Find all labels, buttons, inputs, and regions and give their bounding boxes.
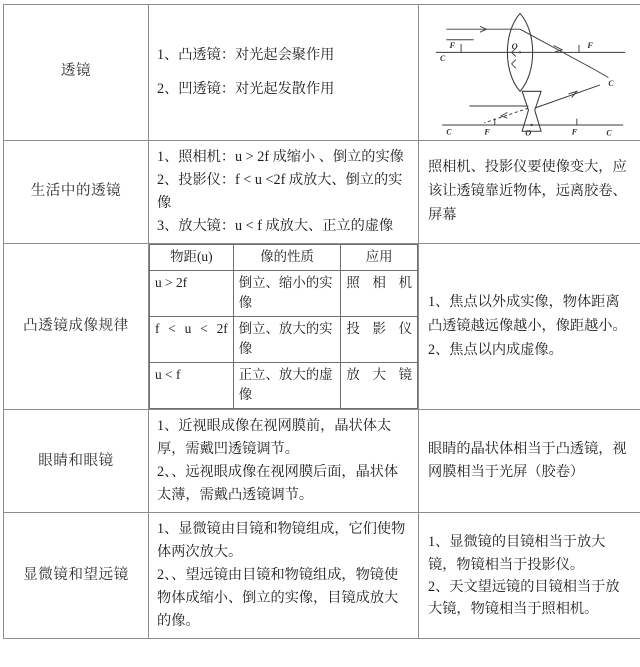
application-cell: 投影仪 [341,317,418,363]
note-line: 1、显微镜的目镜相当于放大镜，物镜相当于投影仪。 [428,534,606,573]
detail-text [149,141,418,243]
topic-cell [4,513,149,639]
image-property-cell: 倒立、缩小的实像 [233,270,341,316]
lens-ray-diagram [419,5,640,140]
nested-header-row [150,244,418,270]
table-row [4,5,640,141]
figure-label: O [511,42,518,52]
lens-ray-diagram-svg [419,5,640,140]
note-cell [419,140,640,243]
nested-table-row [150,270,418,316]
note-cell [419,513,640,639]
column-header: 物距(u) [150,244,234,270]
figure-cell [419,5,640,141]
object-distance-cell: u > 2f [150,270,234,316]
imaging-rules-table [149,244,418,410]
nested-table-row [150,363,418,409]
note-text [419,285,640,369]
nested-table-row [150,317,418,363]
figure-label: C [440,53,446,63]
detail-line: 2、凹透镜：对光起发散作用 [157,81,335,98]
detail-cell [149,410,419,513]
note-cell [419,243,640,410]
topic-label: 凸透镜成像规律 [23,317,129,334]
topic-cell [4,5,149,141]
detail-text [149,33,418,113]
topic-cell [4,140,149,243]
detail-cell [149,513,419,639]
figure-label: C [606,128,612,138]
table-row [4,140,640,243]
detail-line: 1、显微镜由目镜和物镜组成，它们使物体两次放大。 [157,521,406,561]
note-line: 照相机、投影仪要使像变大，应该让透镜靠近物体，远离胶卷、屏幕 [428,158,627,223]
topic-label: 显微镜和望远镜 [23,567,129,584]
table-row [4,243,640,410]
column-header: 像的性质 [233,244,341,270]
detail-line: 3、放大镜：u < f 成放大、正立的虚像 [157,217,394,234]
detail-cell [149,5,419,141]
topic-label: 眼睛和眼镜 [38,452,114,469]
detail-text [149,410,418,512]
note-cell [419,410,640,513]
note-line: 1、焦点以外成实像，物体距离凸透镜越远像越小，像距越小。 [428,293,627,334]
note-line: 眼睛的晶状体相当于凸透镜，视网膜相当于光屏（胶卷） [428,440,627,481]
object-distance-cell: u < f [150,363,234,409]
detail-line: 1、凸透镜：对光起会聚作用 [157,46,335,63]
knowledge-table [3,4,640,639]
note-line: 2、焦点以内成虚像。 [428,341,563,358]
detail-line: 2、、望远镜由目镜和物镜组成，物镜使物体成缩小、倒立的实像，目镜成放大的像。 [157,567,399,630]
detail-cell [149,140,419,243]
detail-text [149,513,418,638]
figure-label: F [587,41,593,51]
detail-line: 2、、远视眼成像在视网膜后面，晶状体太薄，需戴凸透镜调节。 [157,464,399,504]
topic-label: 生活中的透镜 [30,182,122,199]
figure-label: C [446,127,452,137]
object-distance-cell: f < u < 2f [150,317,234,363]
note-text [419,150,640,234]
detail-line: 2、投影仪：f < u <2f 成放大、倒立的实像 [157,171,403,211]
figure-label: F [449,41,456,51]
column-header: 应用 [341,244,418,270]
topic-label: 透镜 [60,63,92,80]
figure-label: F [484,127,490,137]
image-property-cell: 倒立、放大的实像 [233,317,341,363]
image-property-cell: 正立、放大的虚像 [233,363,341,409]
note-text [419,432,640,492]
detail-line: 1、近视眼成像在视网膜前，晶状体太厚，需戴凹透镜调节。 [157,418,392,458]
detail-cell [149,243,419,410]
topic-cell [4,410,149,513]
figure-label: O [525,128,532,138]
table-row [4,410,640,513]
table-row [4,513,640,639]
application-cell: 照相机 [341,270,418,316]
note-text [419,525,640,627]
figure-label: C [608,79,614,89]
topic-cell [4,243,149,410]
note-line: 2、天文望远镜的目镜相当于放大镜，物镜相当于照相机。 [428,578,620,618]
figure-label: F [571,127,578,137]
application-cell: 放大镜 [341,363,418,409]
detail-line: 1、照相机：u > 2f 成缩小 、倒立的实像 [157,148,404,165]
